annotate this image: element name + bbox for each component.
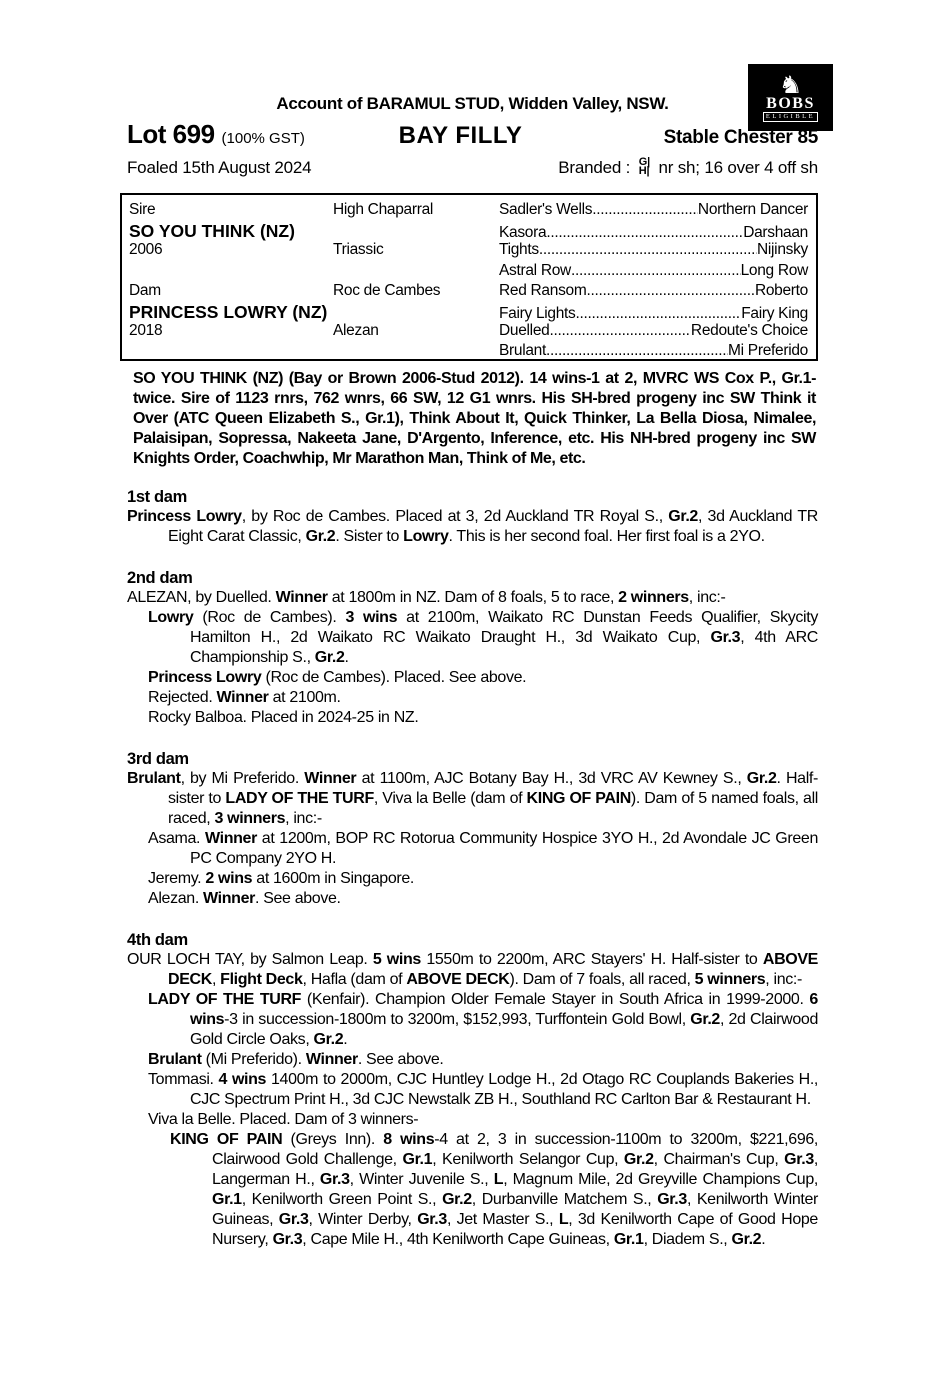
emphasized-text: 3 wins [345, 609, 398, 626]
branded-info [558, 158, 818, 178]
emphasized-text: Gr.2 [690, 1011, 720, 1028]
body-text: at 1100m, AJC Botany Bay H., 3d VRC AV Kewney S., [356, 770, 747, 787]
body-text: OUR LOCH TAY, by Salmon Leap. [127, 951, 373, 968]
emphasized-text: Gr.3 [417, 1211, 447, 1228]
emphasized-text: Gr.1 [613, 1231, 644, 1248]
granddam-name: Mi Preferido [728, 342, 808, 360]
body-text: , Chairman's Cup, [653, 1151, 785, 1168]
emphasized-text: Princess Lowry [148, 669, 262, 686]
body-text: , 4th ARC Championship S., [190, 629, 818, 666]
pedigree-grandparents [499, 241, 808, 259]
body-text: (Roc de Cambes). [193, 609, 346, 626]
pedigree-row [129, 201, 808, 221]
emphasized-text: Gr.3 [657, 1191, 687, 1208]
body-text: Viva la Belle. Placed. Dam of 3 winners- [148, 1111, 419, 1128]
body-text: , inc:- [765, 971, 802, 988]
body-text: . See above. [357, 1051, 444, 1068]
pedigree-paragraph [127, 889, 818, 909]
emphasized-text: KING OF PAIN [170, 1131, 283, 1148]
body-text: , 3d Kenilworth Cape of Good Hope Nursery, [212, 1211, 818, 1248]
emphasized-text: Gr.2 [623, 1151, 654, 1168]
grandsire-name: Red Ransom [499, 281, 587, 299]
grandsire-name: Brulant [499, 342, 547, 360]
pedigree-name: Sire [129, 201, 156, 218]
body-text: . [344, 649, 349, 666]
body-text: ). Dam of 7 foals, all raced, [509, 971, 695, 988]
pedigree-row [129, 241, 808, 261]
pedigree-paragraph [127, 829, 818, 869]
dam-section [127, 930, 818, 1250]
dot-leader [576, 305, 742, 323]
emphasized-text: Brulant [127, 770, 181, 787]
bobs-logo-title: BOBS [766, 94, 815, 112]
body-text: ALEZAN, by Duelled. [127, 589, 276, 606]
pedigree-paragraph [127, 1130, 818, 1250]
dam-sections [127, 487, 818, 1250]
emphasized-text: Winner [275, 589, 328, 606]
body-text: , Kenilworth Selangor Cup, [432, 1151, 624, 1168]
foal-row [127, 158, 818, 178]
pedigree-grandparents [499, 322, 808, 340]
foaled-date: Foaled 15th August 2024 [127, 158, 312, 177]
body-text: ). Dam of 5 named foals, all raced, [168, 790, 819, 827]
pedigree-grandparents [499, 201, 808, 219]
pedigree-row [129, 221, 808, 241]
granddam-name: Northern Dancer [697, 201, 808, 218]
body-text: , Viva la Belle (dam of [373, 790, 527, 807]
body-text: . Half-sister to [168, 770, 818, 807]
dam-section [127, 487, 818, 547]
body-text: , inc:- [285, 810, 322, 827]
pedigree-grandparents [499, 282, 808, 300]
body-text: -4 at 2, 3 in succession-1100m to 3200m, $221,696, Clairwood Gold Challenge, [212, 1131, 819, 1168]
body-text: , Langerman H., [212, 1151, 818, 1188]
pedigree-name: 2018 [129, 322, 163, 340]
body-text: (Greys Inn). [282, 1131, 384, 1148]
dot-leader [586, 282, 754, 300]
stable-location: Stable Chester 85 [663, 127, 818, 148]
emphasized-text: Brulant [148, 1051, 202, 1068]
emphasized-text: Gr.2 [731, 1231, 762, 1248]
pedigree-paragraph [127, 1110, 818, 1130]
pedigree-row [129, 302, 808, 322]
emphasized-text: Flight Deck [220, 971, 303, 988]
body-text: . [761, 1231, 766, 1248]
grandsire-name: Tights [499, 241, 539, 259]
body-text: , Diadem S., [643, 1231, 732, 1248]
pedigree-name: SO YOU THINK (NZ) [129, 221, 295, 242]
emphasized-text: Gr.2 [442, 1191, 472, 1208]
emphasized-text: Lowry [148, 609, 194, 626]
body-text: , Winter Juvenile S., [349, 1171, 494, 1188]
body-text: (Roc de Cambes). Placed. See above. [261, 669, 527, 686]
emphasized-text: 2 wins [205, 870, 253, 887]
lot-left [127, 119, 411, 150]
emphasized-text: 6 wins [190, 991, 818, 1028]
body-text: , by Roc de Cambes. Placed at 3, 2d Auckland TR Royal S., [241, 508, 669, 525]
pedigree-paragraph [127, 1070, 818, 1110]
body-text: Tommasi. [148, 1071, 219, 1088]
emphasized-text: L [493, 1171, 504, 1188]
pedigree-paragraph [127, 688, 818, 708]
pedigree-paragraph [127, 507, 818, 547]
dam-section [127, 749, 818, 909]
emphasized-text: Lowry [403, 528, 449, 545]
emphasized-text: Gr.3 [278, 1211, 309, 1228]
pedigree-grandparents [499, 224, 808, 242]
emphasized-text: Gr.3 [784, 1151, 814, 1168]
emphasized-text: Gr.2 [746, 770, 777, 787]
emphasized-text: Gr.2 [668, 508, 698, 525]
grandsire-name: Sadler's Wells [499, 201, 593, 218]
pedigree-paragraph [127, 1050, 818, 1070]
body-text: Alezan. [148, 890, 204, 907]
dot-leader [546, 342, 728, 360]
bobs-logo-subtitle: ELIGIBLE [763, 112, 818, 122]
emphasized-text: 2 winners [618, 589, 689, 606]
brand-mark-bottom: H| [638, 165, 650, 177]
body-text: , Jet Master S., [446, 1211, 559, 1228]
body-text: at 2100m, Waikato RC Dunstan Feeds Qualifier, Skycity Hamilton H., 2d Waikato RC Waikato Draught H., 3d Waikato Cup, [190, 609, 818, 646]
pedigree-parent: Triassic [333, 241, 384, 259]
pedigree-parent: High Chaparral [333, 201, 434, 218]
body-text: , inc:- [688, 589, 726, 606]
granddam-name: Roberto [754, 281, 808, 299]
emphasized-text: ABOVE DECK [406, 971, 510, 988]
granddam-name: Nijinsky [757, 241, 808, 259]
body-text: at 1200m, BOP RC Rotorua Community Hospice 3YO H., 2d Avondale JC Green PC Company 2YO H. [190, 830, 818, 867]
emphasized-text: Gr.2 [313, 1031, 344, 1048]
emphasized-text: Winner [305, 1051, 358, 1068]
body-text: -3 in succession-1800m to 3200m, $152,993, Turffontein Gold Bowl, [224, 1011, 691, 1028]
body-text: . [343, 1031, 348, 1048]
pedigree-paragraph [127, 708, 818, 728]
emphasized-text: Winner [203, 890, 255, 907]
emphasized-text: Winner [204, 830, 257, 847]
pedigree-row [129, 342, 808, 361]
emphasized-text: Winner [304, 770, 357, 787]
body-text: . This is her second foal. Her first foal is a 2YO. [448, 528, 765, 545]
emphasized-text: 3 winners [214, 810, 286, 827]
body-text: 1400m to 2000m, CJC Huntley Lodge H., 2d Otago RC Couplands Bakeries H., CJC Spectrum Print H., 3d CJC Newstalk ZB H., Southland RC Carlton Bar & Restaurant H. [190, 1071, 819, 1108]
body-text: , Kenilworth Green Point S., [241, 1191, 443, 1208]
body-text: , Kenilworth Winter Guineas, [212, 1191, 818, 1228]
body-text: Rejected. [148, 689, 217, 706]
grandsire-name: Fairy Lights [499, 304, 576, 322]
body-text: (Mi Preferido). [201, 1051, 306, 1068]
body-text: (Kenfair). Champion Older Female Stayer in South Africa in 1999-2000. [301, 991, 810, 1008]
pedigree-paragraph [127, 950, 818, 990]
dot-leader [546, 224, 743, 242]
brand-mark-icon [639, 158, 650, 176]
horse-head-icon: ♞ [778, 70, 803, 99]
emphasized-text: Gr.3 [272, 1231, 303, 1248]
pedigree-row [129, 322, 808, 342]
pedigree-grandparents [499, 305, 808, 323]
grandsire-name: Astral Row [499, 261, 571, 279]
emphasized-text: 5 winners [694, 971, 766, 988]
emphasized-text: 4 wins [218, 1071, 267, 1088]
body-text: at 2100m. [268, 689, 341, 706]
grandsire-name: Kasora [499, 224, 547, 242]
pedigree-parent: Alezan [333, 322, 379, 340]
granddam-name: Fairy King [741, 304, 808, 322]
granddam-name: Darshaan [743, 224, 808, 242]
emphasized-text: KING OF PAIN [526, 790, 631, 807]
body-text: 1550m to 2200m, ARC Stayers' H. Half-sister to [420, 951, 763, 968]
body-text: at 1800m in NZ. Dam of 8 foals, 5 to race, [327, 589, 619, 606]
dot-leader [539, 241, 757, 259]
pedigree-name: Dam [129, 281, 161, 299]
emphasized-text: Gr.1 [212, 1191, 242, 1208]
emphasized-text: L [558, 1211, 569, 1228]
grandsire-name: Duelled [499, 322, 550, 340]
body-text: , by Mi Preferido. [180, 770, 305, 787]
body-text: . See above. [255, 890, 341, 907]
granddam-name: Long Row [740, 261, 808, 279]
pedigree-paragraph [127, 588, 818, 608]
body-text: Jeremy. [148, 870, 206, 887]
body-text: , 3d Auckland TR Eight Carat Classic, [168, 508, 818, 545]
pedigree-grandparents [499, 262, 808, 280]
emphasized-text: LADY OF THE TURF [148, 991, 302, 1008]
sire-description: SO YOU THINK (NZ) (Bay or Brown 2006-Stud 2012). 14 wins-1 at 2, MVRC WS Cox P., Gr.1-twice. Sire of 1123 rnrs, 762 wnrs, 66 SW, 12 G1 wnrs. His SH-bred progeny inc SW Think it Over (ATC Queen Elizabeth S., Gr.1), Think About It, Quick Thinker, La Bella Diosa, Nimalee, Palaisipan, Sopressa, Nakeeta Jane, D'Argento, Inference, etc. His NH-bred progeny inc SW Knights Order, Coachwhip, Mr Marathon Man, Think of Me, etc. [133, 370, 816, 467]
body-text: Asama. [148, 830, 205, 847]
pedigree-paragraph [127, 990, 818, 1050]
gst-note: (100% GST) [221, 130, 305, 147]
body-text: . Sister to [335, 528, 404, 545]
granddam-name: Redoute's Choice [690, 322, 808, 340]
pedigree-paragraph [127, 869, 818, 889]
emphasized-text: Winner [216, 689, 269, 706]
branded-label: Branded : [558, 158, 635, 177]
body-text: at 1600m in Singapore. [252, 870, 415, 887]
emphasized-text: LADY OF THE TURF [225, 790, 374, 807]
pedigree-grandparents [499, 342, 808, 360]
emphasized-text: ABOVE DECK [168, 951, 819, 988]
pedigree-name: PRINCESS LOWRY (NZ) [129, 301, 328, 322]
section-heading: 2nd dam [127, 569, 193, 587]
body-text: , [211, 971, 221, 988]
section-heading: 4th dam [127, 931, 188, 949]
body-text: , Winter Derby, [308, 1211, 418, 1228]
lot-row [127, 119, 818, 150]
pedigree-row [129, 262, 808, 282]
pedigree-table [120, 193, 818, 361]
emphasized-text: Gr.2 [314, 649, 345, 666]
section-heading: 3rd dam [127, 750, 189, 768]
account-line: Account of BARAMUL STUD, Widden Valley, NSW. [276, 94, 669, 113]
emphasized-text: Princess Lowry [127, 508, 242, 525]
branded-detail: nr sh; 16 over 4 off sh [653, 158, 818, 177]
horse-title: BAY FILLY [398, 122, 523, 149]
pedigree-paragraph [127, 769, 818, 829]
body-text: , Cape Mile H., 4th Kenilworth Cape Guineas, [302, 1231, 614, 1248]
section-heading: 1st dam [127, 488, 187, 506]
dot-leader [592, 201, 698, 219]
pedigree-row [129, 282, 808, 302]
body-text: , Magnum Mile, 2d Greyville Champions Cup, [503, 1171, 818, 1188]
emphasized-text: 5 wins [372, 951, 421, 968]
dot-leader [549, 322, 690, 340]
dot-leader [571, 262, 741, 280]
lot-number: Lot 699 [127, 119, 215, 149]
body-text: , 2d Clairwood Gold Circle Oaks, [190, 1011, 818, 1048]
pedigree-paragraph [127, 608, 818, 668]
emphasized-text: Gr.1 [402, 1151, 433, 1168]
emphasized-text: Gr.3 [710, 629, 741, 646]
pedigree-paragraph [127, 668, 818, 688]
emphasized-text: 8 wins [383, 1131, 435, 1148]
emphasized-text: Gr.2 [305, 528, 336, 545]
body-text: , Durbanville Matchem S., [471, 1191, 658, 1208]
brand-mark-top: G| [638, 156, 650, 168]
emphasized-text: Gr.3 [319, 1171, 350, 1188]
pedigree-parent: Roc de Cambes [333, 281, 441, 299]
body-text: , Hafla (dam of [302, 971, 407, 988]
pedigree-name: 2006 [129, 241, 163, 259]
body-text: Rocky Balboa. Placed in 2024-25 in NZ. [148, 709, 419, 726]
dam-section [127, 568, 818, 728]
